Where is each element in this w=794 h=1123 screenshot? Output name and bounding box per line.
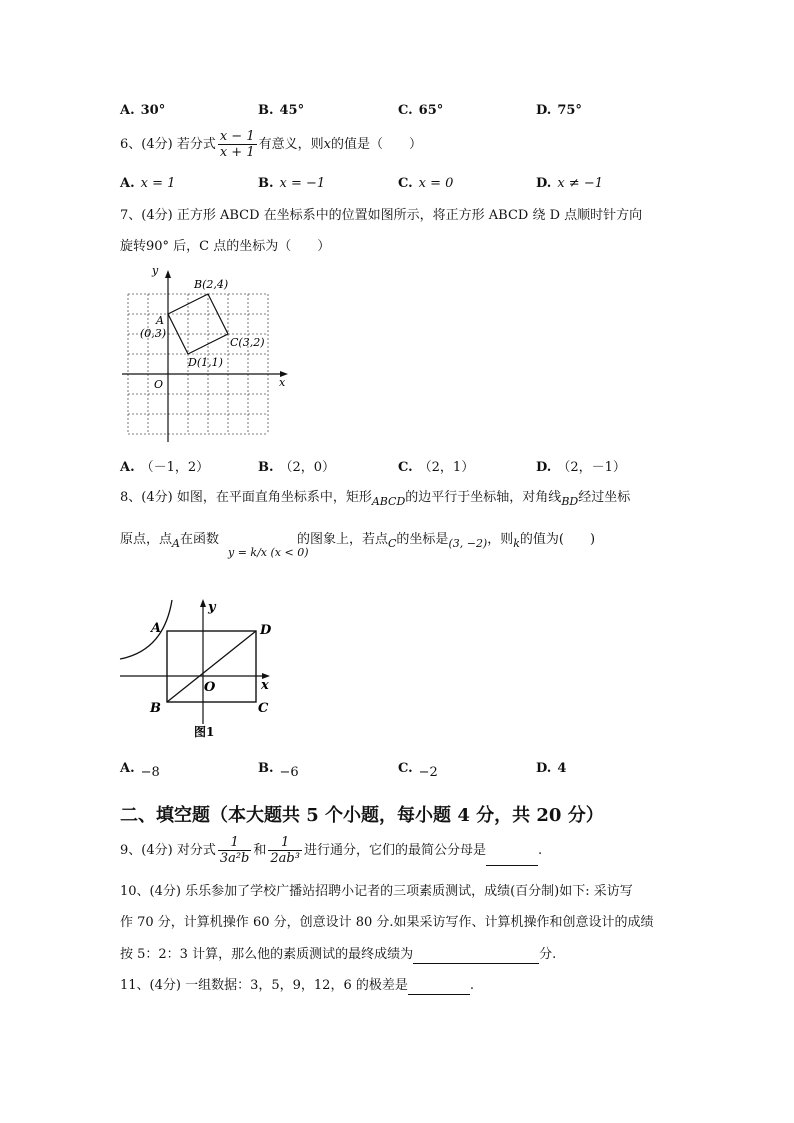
- q8-label-b: B: [150, 701, 161, 716]
- q7-option-d[interactable]: D. （2，－1）: [536, 460, 626, 475]
- q9-answer-blank[interactable]: [486, 851, 538, 866]
- q7-label-a-coord: (0,3): [140, 327, 167, 340]
- q5-option-c[interactable]: C. 65°: [398, 103, 444, 118]
- q7-label-y: y: [152, 264, 159, 277]
- q7-label-b: B(2,4): [194, 278, 229, 291]
- q7-stem-line1: 7、(4分) 正方形 ABCD 在坐标系中的位置如图所示，将正方形 ABCD 绕 D 点顺时针方向: [120, 208, 643, 223]
- q7-square-abcd: [168, 294, 228, 354]
- q8-option-c[interactable]: C. −2: [398, 761, 438, 780]
- q7-label-x: x: [279, 376, 286, 389]
- q7-option-b[interactable]: B. （2，0）: [258, 460, 336, 475]
- q11-stem: 11、(4分) 一组数据：3，5，9，12，6 的极差是 .: [120, 978, 474, 993]
- q9-stem: 9、(4分) 对分式 $\frac{1}{\text{3a²b}}$ 和 $\frac{1}{\text{2ab³}}$ 进行通分，它们的最简公分母是 .: [120, 835, 543, 866]
- q8-label-d: D: [260, 623, 272, 638]
- q8-figure: [116, 592, 286, 742]
- q7-stem-line2: 旋转90° 后，C 点的坐标为（ ）: [120, 239, 331, 254]
- q5-option-b[interactable]: B. 45°: [258, 103, 305, 118]
- q8-caption: 图1: [194, 725, 215, 739]
- q6-fraction: $\frac{x - 1}{x + 1}$: [219, 129, 255, 160]
- q8-function: y = k/x (x < 0): [228, 546, 309, 559]
- q6-stem: 6、(4分) 若分式 $\frac{x - 1}{x + 1}$ 有意义，则x的值是（ ）: [120, 129, 422, 160]
- q8-label-o: O: [204, 680, 216, 695]
- q8-option-b[interactable]: B. −6: [258, 761, 299, 780]
- q11-answer-blank[interactable]: [408, 980, 470, 995]
- q8-option-a[interactable]: A. −8: [120, 761, 160, 780]
- q10-line2: 作 70 分，计算机操作 60 分，创意设计 80 分.如果采访写作、计算机操作和创意设计的成绩: [120, 915, 654, 930]
- q7-label-d: D(1,1): [188, 356, 223, 369]
- q6-option-c[interactable]: C. x = 0: [398, 176, 454, 191]
- q6-option-b[interactable]: B. x = −1: [258, 176, 326, 191]
- q8-option-d[interactable]: D. 4: [536, 761, 567, 776]
- q8-label-x: x: [261, 678, 269, 693]
- section-2-title: 二、填空题（本大题共 5 个小题，每小题 4 分，共 20 分）: [120, 805, 604, 826]
- q6-option-d[interactable]: D. x ≠ −1: [536, 176, 603, 191]
- q5-option-d[interactable]: D. 75°: [536, 103, 582, 118]
- q10-line3: 按 5：2：3 计算，那么他的素质测试的最终成绩为 分.: [120, 947, 557, 962]
- q5-option-a[interactable]: A. 30°: [120, 103, 166, 118]
- q6-option-a[interactable]: A. x = 1: [120, 176, 176, 191]
- q10-answer-blank[interactable]: [413, 949, 539, 964]
- q10-line1: 10、(4分) 乐乐参加了学校广播站招聘小记者的三项素质测试，成绩(百分制)如下: 采访写: [120, 884, 633, 899]
- q8-stem-line2: 原点，点$_A$在函数 的图象上，若点$_C$的坐标是$_{(3, -2)}$，则$_k$的值为( ): [120, 532, 596, 550]
- q9-fraction-1: $\frac{1}{\text{3a²b}}$: [219, 835, 250, 866]
- q8-stem-line1: 8、(4分) 如图，在平面直角坐标系中，矩形$_{ABCD}$的边平行于坐标轴，对角线$_{BD}$经过坐标: [120, 490, 631, 508]
- q7-label-c: C(3,2): [230, 336, 265, 349]
- q8-label-a: A: [151, 621, 162, 636]
- q7-y-arrow-icon: [165, 270, 171, 278]
- q8-label-y: y: [208, 600, 216, 615]
- q7-label-a: A: [156, 314, 164, 327]
- q8-hyperbola: [120, 600, 172, 659]
- q8-label-c: C: [258, 701, 269, 716]
- q7-label-o: O: [154, 378, 164, 391]
- q8-y-arrow-icon: [200, 599, 206, 607]
- q7-option-a[interactable]: A. （－1，2）: [120, 460, 210, 475]
- q9-fraction-2: $\frac{1}{\text{2ab³}}$: [270, 835, 300, 866]
- q7-option-c[interactable]: C. （2，1）: [398, 460, 475, 475]
- q7-coordinate-figure: [118, 262, 298, 447]
